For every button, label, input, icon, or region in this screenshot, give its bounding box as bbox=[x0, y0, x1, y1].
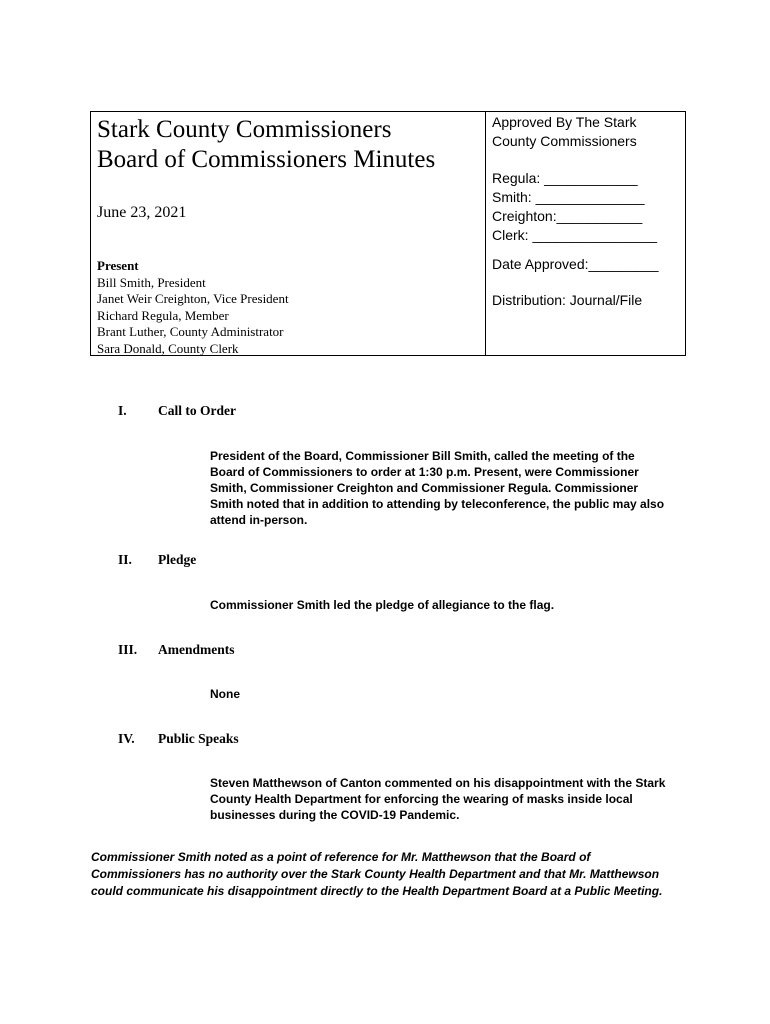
signature-line-creighton: Creighton:___________ bbox=[492, 208, 643, 224]
section-body: Commissioner Smith led the pledge of allegiance to the flag. bbox=[210, 598, 555, 612]
header-table bbox=[90, 111, 686, 356]
header-left-cell bbox=[91, 112, 485, 355]
section-heading: Call to Order bbox=[158, 403, 236, 418]
date-approved-line: Date Approved:_________ bbox=[492, 256, 659, 272]
section-body: President of the Board, Commissioner Bill Smith, called the meeting of the Board of Commissioners to order at 1:30 p.m. Present, were Commissioner Smith, Commissioner Creighton and Commissioner Regula. Commissioner Smith noted that in addition to attending by teleconference, the public may also attend in-person. bbox=[210, 449, 665, 527]
section-number: IV. bbox=[118, 731, 135, 746]
signature-line-smith: Smith: ______________ bbox=[492, 189, 645, 205]
document-subtitle: Board of Commissioners Minutes bbox=[97, 146, 436, 173]
meeting-date: June 23, 2021 bbox=[97, 204, 187, 221]
attendee-item: Bill Smith, President bbox=[97, 274, 206, 290]
signature-line-clerk: Clerk: ________________ bbox=[492, 227, 658, 243]
attendee-item: Janet Weir Creighton, Vice President bbox=[97, 291, 289, 306]
section-number: III. bbox=[118, 642, 138, 657]
section-number: I. bbox=[118, 403, 127, 418]
section-heading: Public Speaks bbox=[158, 731, 239, 746]
approval-title-line: Approved By The Stark bbox=[492, 114, 637, 130]
attendee-item: Richard Regula, Member bbox=[97, 307, 229, 323]
approval-title-line: County Commissioners bbox=[492, 133, 637, 149]
section-body: Steven Matthewson of Canton commented on his disappointment with the Stark County Health Department for enforcing the wearing of masks inside local businesses during the COVID-19 Pandemic. bbox=[210, 776, 666, 822]
distribution-line: Distribution: Journal/File bbox=[492, 292, 643, 308]
section-heading: Amendments bbox=[158, 642, 235, 657]
present-heading: Present bbox=[97, 258, 139, 273]
approval-title bbox=[492, 113, 637, 151]
section-number: II. bbox=[118, 552, 132, 567]
closing-note: Commissioner Smith noted as a point of reference for Mr. Matthewson that the Board of Commissioners has no authority over the Stark County Health Department and that Mr. Matthewson could communicate his disappointment directly to the Health Department Board at a Public Meeting. bbox=[91, 850, 663, 898]
document-title: Stark County Commissioners bbox=[97, 116, 392, 143]
attendee-item: Sara Donald, County Clerk bbox=[97, 340, 239, 356]
section-body: None bbox=[210, 687, 240, 701]
attendance-list bbox=[97, 258, 289, 357]
header-right-cell bbox=[485, 112, 685, 355]
attendee-item: Brant Luther, County Administrator bbox=[97, 324, 284, 339]
signature-lines bbox=[492, 169, 657, 245]
section-heading: Pledge bbox=[158, 552, 197, 567]
signature-line-regula: Regula: ____________ bbox=[492, 170, 638, 186]
